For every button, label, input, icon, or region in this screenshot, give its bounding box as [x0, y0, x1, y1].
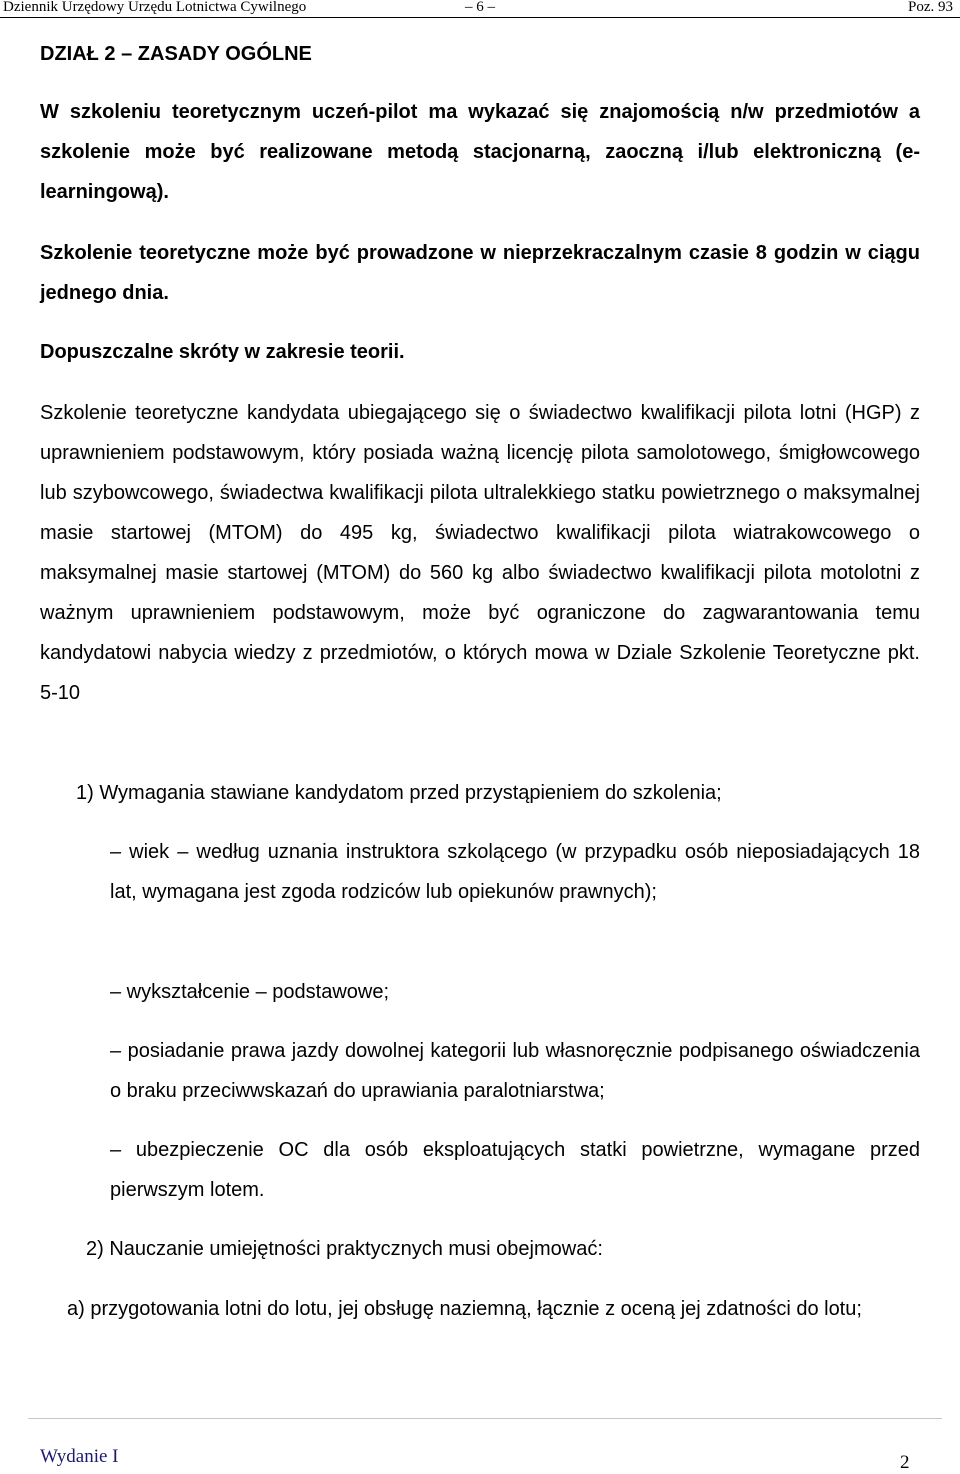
- requirement-age: [110, 832, 920, 912]
- requirement-age-text: – wiek – według uznania instruktora szkolącego (w przypadku osób nieposiadających 18 lat, wymagana jest zgoda rodziców lub opiekunów prawnych);: [110, 841, 920, 903]
- duration-paragraph: [40, 233, 920, 313]
- requirement-insurance: [110, 1130, 920, 1210]
- abbreviations-text: Dopuszczalne skróty w zakresie teorii.: [40, 341, 405, 363]
- footer-page-number: 2: [900, 1452, 910, 1473]
- section-title: [40, 34, 920, 74]
- footer-divider: [28, 1418, 942, 1419]
- requirement-license: [110, 1031, 920, 1111]
- requirement-education-text: – wykształcenie – podstawowe;: [110, 981, 390, 1003]
- main-paragraph-text: Szkolenie teoretyczne kandydata ubiegającego się o świadectwo kwalifikacji pilota lotni (HGP) z uprawnieniem podstawowym, który posiada ważną licencję pilota samolotowego, śmigłowcowego lub szybowcowego, świadectwa kwalifikacji pilota ultralekkiego statku powietrznego o maksymalnej masie startowej (MTOM) do 495 kg, świadectwo kwalifikacji pilota wiatrakowcowego o maksymalnej masie startowej (MTOM) do 560 kg albo świadectwo kwalifikacji pilota motolotni z ważnym uprawnieniem podstawowym, może być ograniczone do zagwarantowania temu kandydatowi nabycia wiedzy z przedmiotów, o których mowa w Dziale Szkolenie Teoretyczne pkt. 5-10: [40, 402, 920, 704]
- section-title-text: DZIAŁ 2 – ZASADY OGÓLNE: [40, 43, 312, 65]
- abbreviations-paragraph: [40, 332, 920, 372]
- page-header: [3, 0, 957, 18]
- header-journal-title: Dziennik Urzędowy Urzędu Lotnictwa Cywilnego: [3, 0, 307, 15]
- header-divider: [0, 17, 960, 18]
- sub-item-a-text: a) przygotowania lotni do lotu, jej obsługę naziemną, łącznie z oceną jej zdatności do lotu;: [67, 1298, 862, 1320]
- numbered-item-2: 2) Nauczanie umiejętności praktycznych musi obejmować:: [86, 1238, 603, 1260]
- footer-edition: Wydanie I: [40, 1446, 119, 1467]
- numbered-item-1: 1) Wymagania stawiane kandydatom przed przystąpieniem do szkolenia;: [76, 782, 722, 804]
- sub-item-a: [40, 1289, 920, 1329]
- header-page-number: – 6 –: [465, 0, 495, 15]
- intro-text: W szkoleniu teoretycznym uczeń-pilot ma wykazać się znajomością n/w przedmiotów a szkolenie może być realizowane metodą stacjonarną, zaoczną i/lub elektroniczną (e-learningową).: [40, 101, 920, 203]
- header-position: Poz. 93: [908, 0, 953, 15]
- requirement-license-text: – posiadanie prawa jazdy dowolnej kategorii lub własnoręcznie podpisanego oświadczenia o braku przeciwwskazań do uprawiania paralotniarstwa;: [110, 1040, 920, 1102]
- intro-paragraph: [40, 92, 920, 212]
- requirement-education: [110, 972, 920, 1012]
- duration-text: Szkolenie teoretyczne może być prowadzone w nieprzekraczalnym czasie 8 godzin w ciągu jednego dnia.: [40, 242, 920, 304]
- main-paragraph: [40, 393, 920, 713]
- requirement-insurance-text: – ubezpieczenie OC dla osób eksploatujących statki powietrzne, wymagane przed pierwszym lotem.: [110, 1139, 920, 1201]
